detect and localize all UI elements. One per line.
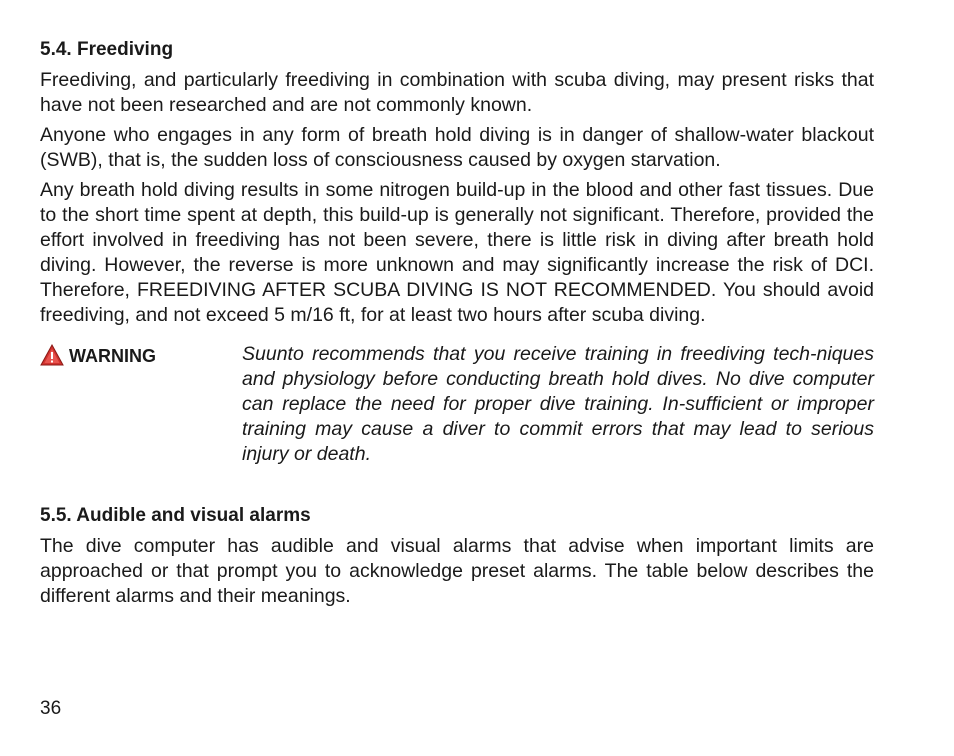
page-content bbox=[40, 38, 874, 614]
paragraph: The dive computer has audible and visual alarms that advise when important limits are approached or that prompt you to acknowledge preset alarms. The table below describes the different alarms and their meanings. bbox=[40, 535, 874, 607]
section-heading-alarms: 5.5. Audible and visual alarms bbox=[40, 505, 311, 526]
warning-triangle-icon bbox=[40, 344, 64, 366]
paragraph: Any breath hold diving results in some nitrogen build-up in the blood and other fast tissues. Due to the short time spent at depth, this build-up is generally not significant. Therefore, provided the effort involved in freediving has not been severe, there is little risk in diving after breath hold diving. However, the reverse is more unknown and may significantly increase the risk of DCI. Therefore, FREEDIVING AFTER SCUBA DIVING IS NOT RECOMMENDED. You should avoid freediving, and not exceed 5 m/16 ft, for at least two hours after scuba diving. bbox=[40, 179, 874, 326]
section-heading-freediving: 5.4. Freediving bbox=[40, 39, 174, 60]
warning-text: Suunto recommends that you receive training in freediving tech-niques and physiology before conducting breath hold dives. No dive computer can replace the need for proper dive training. In-sufficient or improper training may cause a diver to commit errors that may lead to serious injury or death. bbox=[242, 343, 874, 465]
paragraph: Freediving, and particularly freediving in combination with scuba diving, may present risks that have not been researched and are not commonly known. bbox=[40, 69, 874, 116]
warning-exclamation-dot bbox=[51, 361, 53, 363]
warning-label-group bbox=[40, 342, 242, 467]
page-number: 36 bbox=[40, 698, 62, 719]
warning-exclamation-bar bbox=[51, 352, 53, 359]
paragraph: Anyone who engages in any form of breath hold diving is in danger of shallow-water blackout (SWB), that is, the sudden loss of consciousness caused by oxygen starvation. bbox=[40, 124, 874, 171]
section-audible-visual-alarms bbox=[40, 504, 874, 609]
warning-label: WARNING bbox=[69, 346, 156, 366]
warning-box bbox=[40, 342, 874, 467]
